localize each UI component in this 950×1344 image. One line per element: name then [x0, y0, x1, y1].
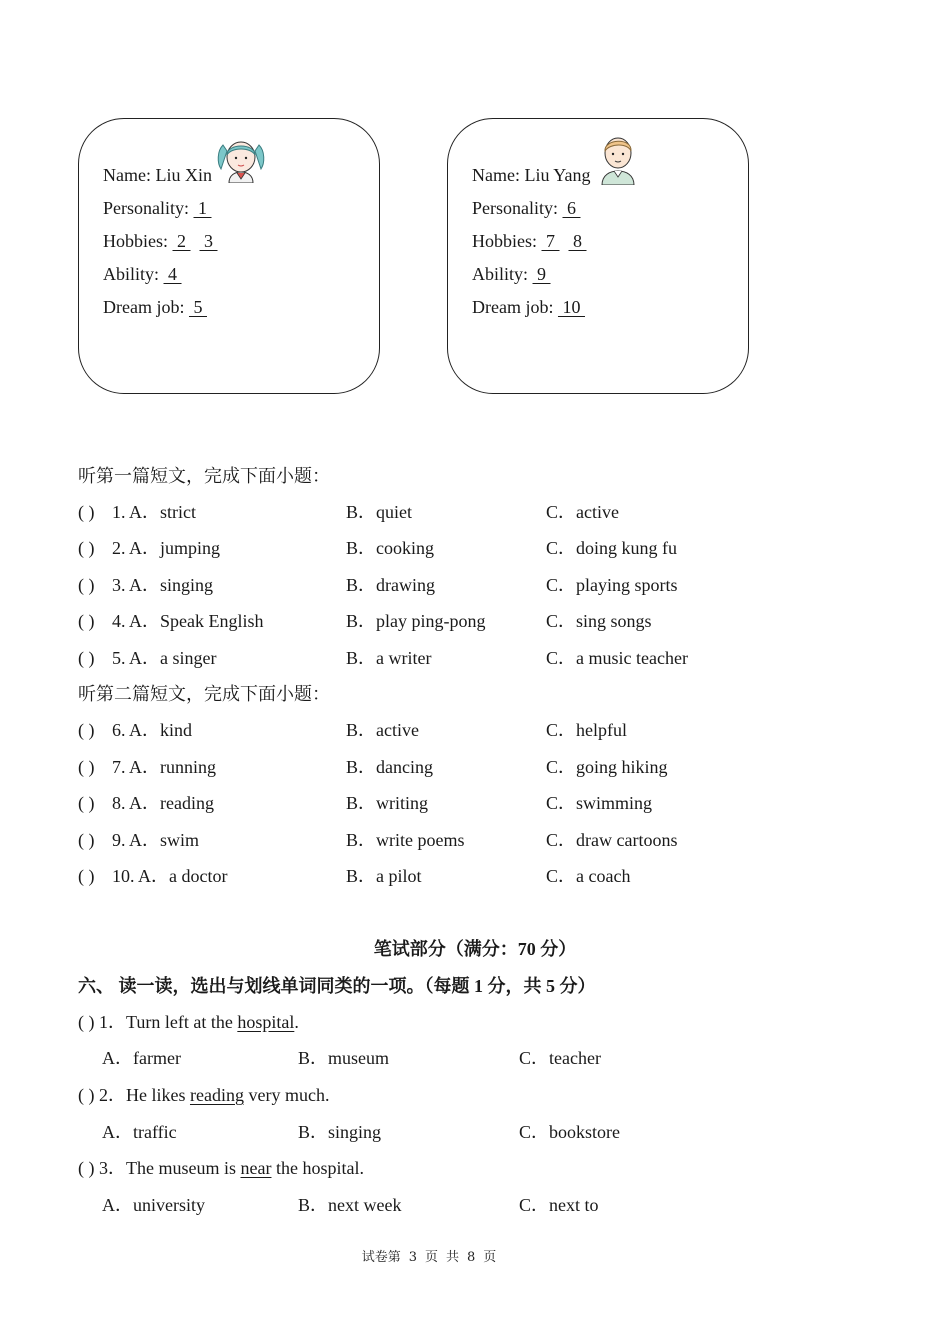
- option-c: C．playing sports: [546, 575, 678, 595]
- page-footer: 试卷第 3 页 共 8 页: [361, 1250, 497, 1265]
- listening-heading-2: 听第二篇短文，完成下面小题：: [78, 684, 330, 705]
- option-c: C．sing songs: [546, 611, 652, 631]
- option-b: B．play ping-pong: [346, 611, 486, 631]
- card-personality-line: Personality: 6: [472, 198, 581, 218]
- blank-10: 10: [557, 297, 585, 317]
- card-name-line: Name: Liu Yang: [472, 165, 591, 185]
- option-c: C．next to: [519, 1195, 599, 1215]
- answer-paren[interactable]: ( ): [78, 502, 95, 522]
- option-b: B．write poems: [346, 830, 465, 850]
- section-title: 笔试部分（满分：70 分）: [373, 939, 577, 959]
- option-a: A．traffic: [102, 1122, 177, 1142]
- answer-paren[interactable]: ( ): [78, 793, 95, 813]
- card-ability-line: Ability: 9: [472, 264, 551, 284]
- option-a: A．farmer: [102, 1048, 181, 1068]
- option-a: 4. A．Speak English: [112, 611, 264, 631]
- option-b: B．active: [346, 720, 419, 740]
- question-row: [78, 755, 838, 779]
- option-b: B．a writer: [346, 648, 432, 668]
- option-c: C．doing kung fu: [546, 538, 678, 558]
- card-dream-job-line: Dream job: 10: [472, 297, 585, 317]
- option-a: 9. A．swim: [112, 830, 200, 850]
- blank-3: 3: [199, 231, 218, 251]
- answer-paren[interactable]: ( ): [78, 1158, 95, 1178]
- option-b: B．writing: [346, 793, 429, 813]
- girl-avatar-icon: [215, 137, 267, 183]
- written-options-1: [78, 1046, 838, 1070]
- option-b: B．cooking: [346, 538, 434, 558]
- option-b: B．museum: [298, 1048, 390, 1068]
- page-number: 3: [408, 1250, 417, 1265]
- option-a: 1. A．strict: [112, 502, 196, 522]
- answer-paren[interactable]: ( ): [78, 648, 95, 668]
- answer-paren[interactable]: ( ): [78, 1085, 95, 1105]
- card-personality-line: Personality: 1: [103, 198, 212, 218]
- question-row: [78, 536, 838, 560]
- answer-paren[interactable]: ( ): [78, 575, 95, 595]
- answer-paren[interactable]: ( ): [78, 1012, 95, 1032]
- answer-paren[interactable]: ( ): [78, 538, 95, 558]
- boy-avatar-icon: [598, 135, 638, 185]
- underlined-word: near: [240, 1158, 272, 1178]
- question-row: [78, 791, 838, 815]
- answer-paren[interactable]: ( ): [78, 757, 95, 777]
- written-question-1: ( ) 1．Turn left at the hospital.: [78, 1012, 299, 1032]
- option-a: 2. A．jumping: [112, 538, 221, 558]
- profile-card-liu-xin: [78, 118, 380, 394]
- option-c: C．a coach: [546, 866, 631, 886]
- option-a: 7. A．running: [112, 757, 217, 777]
- option-b: B．a pilot: [346, 866, 422, 886]
- card-dream-job-line: Dream job: 5: [103, 297, 207, 317]
- option-c: C．a music teacher: [546, 648, 688, 668]
- option-a: 10. A．a doctor: [112, 866, 228, 886]
- option-b: B．drawing: [346, 575, 435, 595]
- answer-paren[interactable]: ( ): [78, 720, 95, 740]
- option-c: C．teacher: [519, 1048, 601, 1068]
- card-hobbies-line: Hobbies: 2 3: [103, 231, 218, 251]
- answer-paren[interactable]: ( ): [78, 866, 95, 886]
- question-row: [78, 718, 838, 742]
- blank-1: 1: [193, 198, 212, 218]
- page-total: 8: [467, 1250, 476, 1265]
- answer-paren[interactable]: ( ): [78, 830, 95, 850]
- card-name-line: Name: Liu Xin: [103, 165, 212, 185]
- underlined-word: reading: [189, 1085, 244, 1105]
- blank-7: 7: [541, 231, 560, 251]
- section-six-heading: 六、 读一读，选出与划线单词同类的一项。（每题 1 分，共 5 分）: [78, 976, 596, 996]
- option-c: C．helpful: [546, 720, 627, 740]
- option-b: B．singing: [298, 1122, 382, 1142]
- option-c: C．bookstore: [519, 1122, 620, 1142]
- blank-5: 5: [188, 297, 207, 317]
- written-options-2: [78, 1120, 838, 1144]
- option-c: C．active: [546, 502, 619, 522]
- card-ability-line: Ability: 4: [103, 264, 182, 284]
- written-question-2: ( ) 2．He likes reading very much.: [78, 1085, 330, 1105]
- question-row: [78, 828, 838, 852]
- question-row: [78, 609, 838, 633]
- option-a: 8. A．reading: [112, 793, 214, 813]
- option-b: B．dancing: [346, 757, 433, 777]
- question-row: [78, 864, 838, 888]
- option-a: 5. A．a singer: [112, 648, 217, 668]
- option-b: B．quiet: [346, 502, 412, 522]
- option-a: A．university: [102, 1195, 205, 1215]
- question-row: [78, 500, 838, 524]
- listening-heading-1: 听第一篇短文，完成下面小题：: [78, 466, 330, 487]
- blank-2: 2: [172, 231, 191, 251]
- option-a: 3. A．singing: [112, 575, 214, 595]
- option-c: C．going hiking: [546, 757, 668, 777]
- option-c: C．swimming: [546, 793, 653, 813]
- option-c: C．draw cartoons: [546, 830, 678, 850]
- question-row: [78, 646, 838, 670]
- underlined-word: hospital: [237, 1012, 295, 1032]
- answer-paren[interactable]: ( ): [78, 611, 95, 631]
- written-options-3: [78, 1193, 838, 1217]
- blank-4: 4: [163, 264, 182, 284]
- option-a: 6. A．kind: [112, 720, 193, 740]
- blank-9: 9: [532, 264, 551, 284]
- question-row: [78, 573, 838, 597]
- option-b: B．next week: [298, 1195, 402, 1215]
- card-hobbies-line: Hobbies: 7 8: [472, 231, 587, 251]
- blank-8: 8: [568, 231, 587, 251]
- profile-card-liu-yang: [447, 118, 749, 394]
- blank-6: 6: [562, 198, 581, 218]
- written-question-3: ( ) 3．The museum is near the hospital.: [78, 1158, 364, 1178]
